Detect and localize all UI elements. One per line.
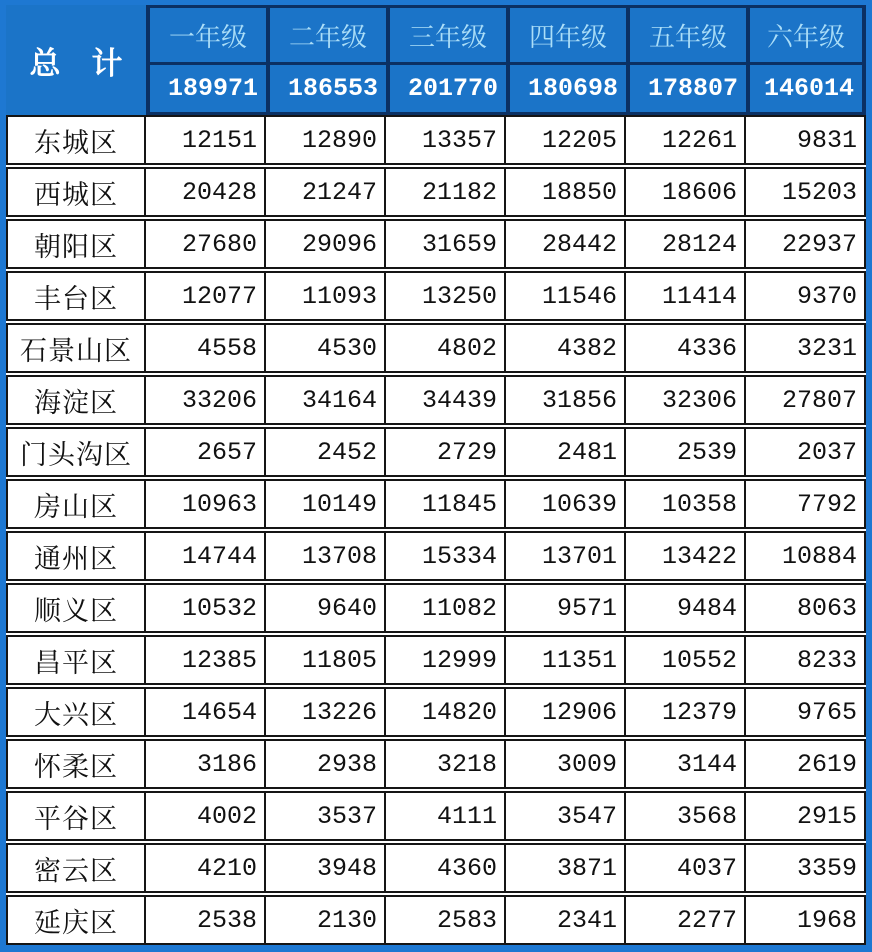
- table-row: [6, 895, 866, 945]
- value-cell: 13701: [506, 531, 626, 581]
- value-cell: 4530: [266, 323, 386, 373]
- value-cell: 4210: [146, 843, 266, 893]
- value-cell: 28442: [506, 219, 626, 269]
- grade-header-cell: 六年级: [746, 5, 866, 65]
- value-cell: 2729: [386, 427, 506, 477]
- value-cell: 34164: [266, 375, 386, 425]
- corner-total-label: 总 计: [29, 45, 123, 81]
- value-cell: 9484: [626, 583, 746, 633]
- value-cell: 1968: [746, 895, 866, 945]
- value-cell: 18606: [626, 167, 746, 217]
- district-cell: 门头沟区: [6, 427, 146, 477]
- value-cell: 12151: [146, 115, 266, 165]
- district-cell: 顺义区: [6, 583, 146, 633]
- grade-header-cell: 三年级: [386, 5, 506, 65]
- value-cell: 10884: [746, 531, 866, 581]
- value-cell: 8063: [746, 583, 866, 633]
- value-cell: 9640: [266, 583, 386, 633]
- value-cell: 32306: [626, 375, 746, 425]
- grade-total-cell: 186553: [266, 65, 386, 115]
- value-cell: 12261: [626, 115, 746, 165]
- district-cell: 怀柔区: [6, 739, 146, 789]
- grade-total-cell: 201770: [386, 65, 506, 115]
- value-cell: 14654: [146, 687, 266, 737]
- grade-header-cell: 一年级: [146, 5, 266, 65]
- value-cell: 3568: [626, 791, 746, 841]
- value-cell: 9571: [506, 583, 626, 633]
- value-cell: 11845: [386, 479, 506, 529]
- value-cell: 2619: [746, 739, 866, 789]
- value-cell: 2037: [746, 427, 866, 477]
- table-row: [6, 739, 866, 789]
- value-cell: 7792: [746, 479, 866, 529]
- value-cell: 3231: [746, 323, 866, 373]
- value-cell: 11546: [506, 271, 626, 321]
- value-cell: 27807: [746, 375, 866, 425]
- value-cell: 4336: [626, 323, 746, 373]
- value-cell: 2538: [146, 895, 266, 945]
- table-row: [6, 791, 866, 841]
- district-cell: 密云区: [6, 843, 146, 893]
- table-row: [6, 219, 866, 269]
- value-cell: 2915: [746, 791, 866, 841]
- value-cell: 13357: [386, 115, 506, 165]
- district-cell: 房山区: [6, 479, 146, 529]
- table-row: [6, 323, 866, 373]
- value-cell: 2657: [146, 427, 266, 477]
- value-cell: 3948: [266, 843, 386, 893]
- value-cell: 10552: [626, 635, 746, 685]
- value-cell: 2539: [626, 427, 746, 477]
- value-cell: 27680: [146, 219, 266, 269]
- value-cell: 11414: [626, 271, 746, 321]
- value-cell: 15334: [386, 531, 506, 581]
- table-row: [6, 167, 866, 217]
- district-cell: 平谷区: [6, 791, 146, 841]
- value-cell: 14820: [386, 687, 506, 737]
- value-cell: 11082: [386, 583, 506, 633]
- value-cell: 2277: [626, 895, 746, 945]
- value-cell: 20428: [146, 167, 266, 217]
- value-cell: 10358: [626, 479, 746, 529]
- value-cell: 13250: [386, 271, 506, 321]
- district-cell: 西城区: [6, 167, 146, 217]
- district-cell: 昌平区: [6, 635, 146, 685]
- value-cell: 29096: [266, 219, 386, 269]
- value-cell: 3009: [506, 739, 626, 789]
- value-cell: 33206: [146, 375, 266, 425]
- value-cell: 12385: [146, 635, 266, 685]
- value-cell: 4002: [146, 791, 266, 841]
- value-cell: 9765: [746, 687, 866, 737]
- value-cell: 21247: [266, 167, 386, 217]
- value-cell: 10963: [146, 479, 266, 529]
- value-cell: 3144: [626, 739, 746, 789]
- table-body: [6, 115, 866, 945]
- value-cell: 13708: [266, 531, 386, 581]
- value-cell: 9370: [746, 271, 866, 321]
- district-cell: 大兴区: [6, 687, 146, 737]
- value-cell: 2452: [266, 427, 386, 477]
- grade-total-cell: 189971: [146, 65, 266, 115]
- table-row: [6, 375, 866, 425]
- district-cell: 石景山区: [6, 323, 146, 373]
- table-header: [6, 5, 866, 115]
- value-cell: 31659: [386, 219, 506, 269]
- value-cell: 3218: [386, 739, 506, 789]
- value-cell: 10532: [146, 583, 266, 633]
- table-row: [6, 583, 866, 633]
- value-cell: 28124: [626, 219, 746, 269]
- value-cell: 3871: [506, 843, 626, 893]
- value-cell: 14744: [146, 531, 266, 581]
- table-row: [6, 687, 866, 737]
- value-cell: 4111: [386, 791, 506, 841]
- value-cell: 3547: [506, 791, 626, 841]
- value-cell: 4558: [146, 323, 266, 373]
- value-cell: 3359: [746, 843, 866, 893]
- value-cell: 12205: [506, 115, 626, 165]
- grade-total-cell: 178807: [626, 65, 746, 115]
- value-cell: 10639: [506, 479, 626, 529]
- district-cell: 东城区: [6, 115, 146, 165]
- value-cell: 12999: [386, 635, 506, 685]
- table-row: [6, 843, 866, 893]
- table-row: [6, 115, 866, 165]
- district-cell: 朝阳区: [6, 219, 146, 269]
- value-cell: 8233: [746, 635, 866, 685]
- value-cell: 22937: [746, 219, 866, 269]
- value-cell: 12890: [266, 115, 386, 165]
- district-cell: 延庆区: [6, 895, 146, 945]
- value-cell: 13226: [266, 687, 386, 737]
- value-cell: 11093: [266, 271, 386, 321]
- district-cell: 丰台区: [6, 271, 146, 321]
- value-cell: 2938: [266, 739, 386, 789]
- value-cell: 2481: [506, 427, 626, 477]
- value-cell: 9831: [746, 115, 866, 165]
- value-cell: 4802: [386, 323, 506, 373]
- table-row: [6, 427, 866, 477]
- table-row: [6, 479, 866, 529]
- value-cell: 13422: [626, 531, 746, 581]
- value-cell: 2583: [386, 895, 506, 945]
- grade-header-cell: 四年级: [506, 5, 626, 65]
- grade-total-cell: 180698: [506, 65, 626, 115]
- value-cell: 4360: [386, 843, 506, 893]
- table-row: [6, 271, 866, 321]
- value-cell: 12077: [146, 271, 266, 321]
- value-cell: 2341: [506, 895, 626, 945]
- grade-header-cell: 二年级: [266, 5, 386, 65]
- value-cell: 12379: [626, 687, 746, 737]
- grade-total-cell: 146014: [746, 65, 866, 115]
- value-cell: 3186: [146, 739, 266, 789]
- value-cell: 18850: [506, 167, 626, 217]
- value-cell: 11805: [266, 635, 386, 685]
- table-row: [6, 635, 866, 685]
- table-row: [6, 531, 866, 581]
- value-cell: 15203: [746, 167, 866, 217]
- value-cell: 3537: [266, 791, 386, 841]
- grade-header-cell: 五年级: [626, 5, 746, 65]
- value-cell: 21182: [386, 167, 506, 217]
- district-cell: 海淀区: [6, 375, 146, 425]
- value-cell: 11351: [506, 635, 626, 685]
- district-cell: 通州区: [6, 531, 146, 581]
- value-cell: 2130: [266, 895, 386, 945]
- value-cell: 12906: [506, 687, 626, 737]
- value-cell: 34439: [386, 375, 506, 425]
- value-cell: 4382: [506, 323, 626, 373]
- value-cell: 4037: [626, 843, 746, 893]
- value-cell: 31856: [506, 375, 626, 425]
- value-cell: 10149: [266, 479, 386, 529]
